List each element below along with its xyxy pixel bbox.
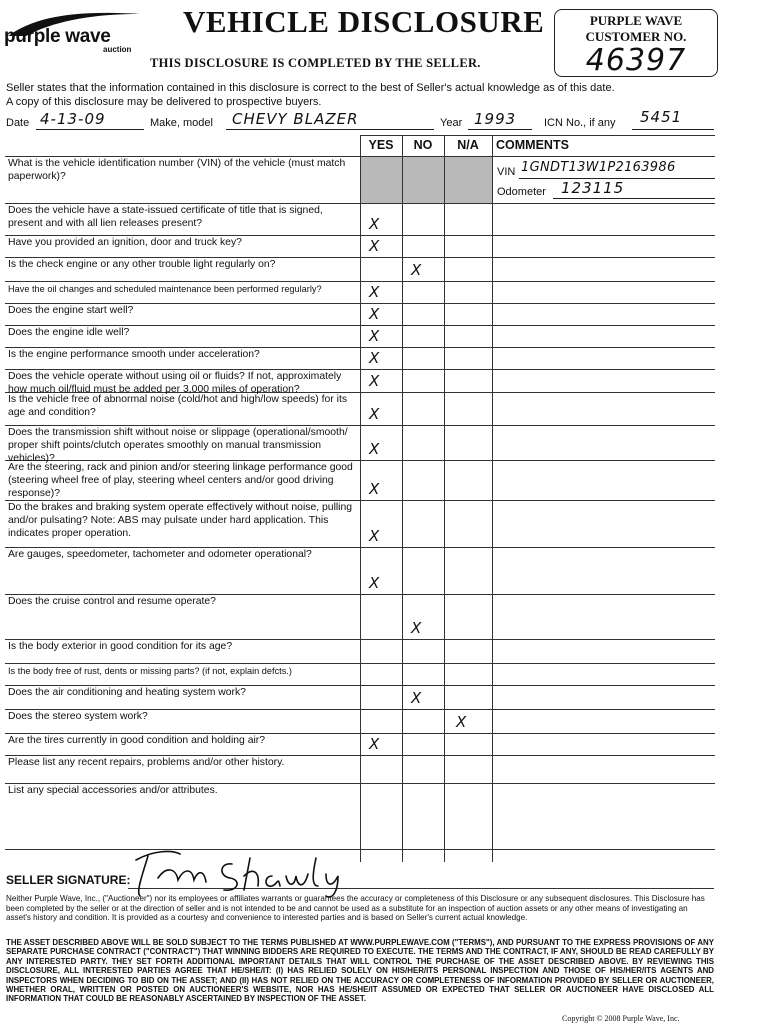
table-row-line [360,135,715,136]
question-text: Is the vehicle free of abnormal noise (cold/hot and high/low speeds) for its age and condition? [8,394,348,418]
question-text: Does the stereo system work? [8,711,148,722]
date-underline [36,129,144,130]
auctioneer-disclaimer: Neither Purple Wave, Inc., ("Auctioneer") nor its employees or affiliates warrants or guarantees the accuracy or completeness of this Disclosure or any subsequent disclosures. This Disclosure has been completed by the seller or at the direction of seller and is not intended to be and cannot be used as a substitute for an inspection of auction assets or any other means of investigating an asset's history and condition. It is provided as a courtesy and convenience to interested parties and is based on Seller's current actual knowledge. [6,894,705,923]
year-value[interactable]: 1993 [474,110,517,128]
answer-mark-yes[interactable]: X [369,349,380,367]
question-text: List any special accessories and/or attributes. [8,785,218,796]
answer-mark-yes[interactable]: X [369,527,380,545]
icn-underline [632,129,714,130]
table-column-line [444,135,445,862]
logo-text: purple wave [4,26,111,47]
question-text: Do the brakes and braking system operate effectively without noise, pulling and/or pulsating? Note: ABS may pulsate under hard application. This indicates proper operation. [8,502,353,539]
odometer-value[interactable]: 123115 [561,179,625,197]
question-text: Have the oil changes and scheduled maintenance been performed regularly? [8,284,322,294]
column-header-na: N/A [457,138,479,152]
question-text: Have you provided an ignition, door and truck key? [8,237,242,248]
make-underline [226,129,434,130]
odometer-label: Odometer [497,186,546,198]
question-text: Does the engine start well? [8,305,134,316]
vin-label: VIN [497,166,516,178]
answer-mark-yes[interactable]: X [369,305,380,323]
question-text: Are gauges, speedometer, tachometer and odometer operational? [8,549,312,560]
year-underline [468,129,532,130]
question-text: Does the engine idle well? [8,327,130,338]
question-text: Is the engine performance smooth under acceleration? [8,349,260,360]
answer-mark-no[interactable]: X [411,689,422,707]
question-text: Are the steering, rack and pinion and/or steering linkage performance good (steering wheel free of play, steering wheel centers and/or good driving response)? [8,462,353,499]
seller-signature-label: SELLER SIGNATURE: [6,873,131,887]
copyright: Copyright © 2008 Purple Wave, Inc. [562,1014,680,1023]
answer-mark-no[interactable]: X [411,619,422,637]
answer-mark-yes[interactable]: X [369,327,380,345]
make-label: Make, model [150,117,213,129]
logo-subtext: auction [103,45,132,54]
question-text: Does the transmission shift without noise or slippage (operational/smooth/ proper shift points/clutch operates smoothly on manual transmission vehicles)? [8,427,348,464]
customer-box-line1: PURPLE WAVE [589,13,683,28]
icn-label: ICN No., if any [544,117,616,129]
seller-signature-image[interactable] [132,846,352,900]
question-text: Are the tires currently in good condition and holding air? [8,735,266,746]
year-label: Year [440,117,463,129]
answer-mark-yes[interactable]: X [369,283,380,301]
customer-number-box [554,9,718,77]
answer-mark-no[interactable]: X [411,261,422,279]
column-header-yes: YES [368,138,394,152]
column-header-no: NO [413,138,433,152]
question-text: Does the vehicle have a state-issued certificate of title that is signed, present and with all lien releases present? [8,205,323,229]
answer-mark-yes[interactable]: X [369,405,380,423]
question-text: Does the air conditioning and heating system work? [8,687,246,698]
question-text: Is the check engine or any other trouble light regularly on? [8,259,276,270]
vin-value[interactable]: 1GNDT13W1P2163986 [521,160,676,175]
seller-statement-line1: Seller states that the information contained in this disclosure is correct to the best of Seller's actual knowledge as of this date. [6,82,615,94]
column-header-comments: COMMENTS [496,138,569,152]
table-column-line [492,135,493,862]
make-value[interactable]: CHEVY BLAZER [232,110,359,128]
answer-mark-yes[interactable]: X [369,574,380,592]
answer-mark-yes[interactable]: X [369,237,380,255]
question-text: What is the vehicle identification number (VIN) of the vehicle (must match paperwork)? [8,158,346,182]
answer-mark-yes[interactable]: X [369,372,380,390]
page-subtitle: THIS DISCLOSURE IS COMPLETED BY THE SELLER. [150,56,481,70]
answer-mark-yes[interactable]: X [369,480,380,498]
date-label: Date [6,117,30,129]
table-column-line [360,135,361,862]
answer-mark-yes[interactable]: X [369,440,380,458]
date-value[interactable]: 4-13-09 [40,110,106,128]
question-text: Is the body free of rust, dents or missing parts? (if not, explain defcts.) [8,666,292,676]
question-text: Is the body exterior in good condition for its age? [8,641,233,652]
customer-box-line2: CUSTOMER NO. [585,29,687,44]
seller-statement-line2: A copy of this disclosure may be delivered to prospective buyers. [6,96,322,108]
answer-mark-na[interactable]: X [456,713,467,731]
disclosure-table [5,135,715,862]
customer-number[interactable]: 46397 [585,43,687,78]
terms-of-sale: THE ASSET DESCRIBED ABOVE WILL BE SOLD SUBJECT TO THE TERMS PUBLISHED AT WWW.PURPLEWAVE.COM ("TERMS"), AND PURSUANT TO THE EXPRESS PROVISIONS OF ANY SEPARATE PURCHASE CONTRACT ("CONTRACT") THAT WINNING BIDDERS ARE REQUIRED TO EXECUTE. THE TERMS AND THE CONTRACT, IF ANY, SHOULD BE READ CAREFULLY BY ANY INTERESTED PARTY. THEY SET FORTH ADDITIONAL IMPORTANT DETAILS THAT WILL CONTROL THE PURCHASE OF THE ASSET DESCRIBED ABOVE. BY REVIEWING THIS DISCLOSURE, ALL INTERESTED PARTIES AGREE THAT HE/SHE/IT: (I) HAS RELIED SOLELY ON HIS/HER/ITS PERSONAL INSPECTION AND THOSE OF HIS/HER/ITS AGENTS AND INSPECTORS WHEN DECIDING TO BID ON THE ASSET; AND (II) HAS NOT RELIED ON THE ACCURACY OR COMPLETENESS OF INFORMATION PROVIDED BY SELLER OR AUCTIONEER, WHETHER ORAL, WRITTEN OR POSTED ON AUCTIONEER'S WEBSITE, NOR HAS HE/SHE/IT ASSUMED OR EXPECTED THAT SELLER OR AUCTIONEER HAVE DISCLOSED ALL INFORMATION THAT COULD BE REASONABLY ASCERTAINED BY INSPECTION OF THE ASSET. [6,938,714,1004]
question-text: Does the vehicle operate without using oil or fluids? If not, approximately how much oil/fluid must be added per 3,000 miles of operation? [8,371,342,395]
answer-mark-yes[interactable]: X [369,735,380,753]
answer-mark-yes[interactable]: X [369,215,380,233]
odometer-underline [553,198,715,199]
icn-value[interactable]: 5451 [640,108,683,126]
vin-row-shading [360,156,492,203]
question-text: Does the cruise control and resume operate? [8,596,216,607]
page-title: VEHICLE DISCLOSURE [183,4,545,39]
table-column-line [402,135,403,862]
question-text: Please list any recent repairs, problems and/or other history. [8,757,285,768]
